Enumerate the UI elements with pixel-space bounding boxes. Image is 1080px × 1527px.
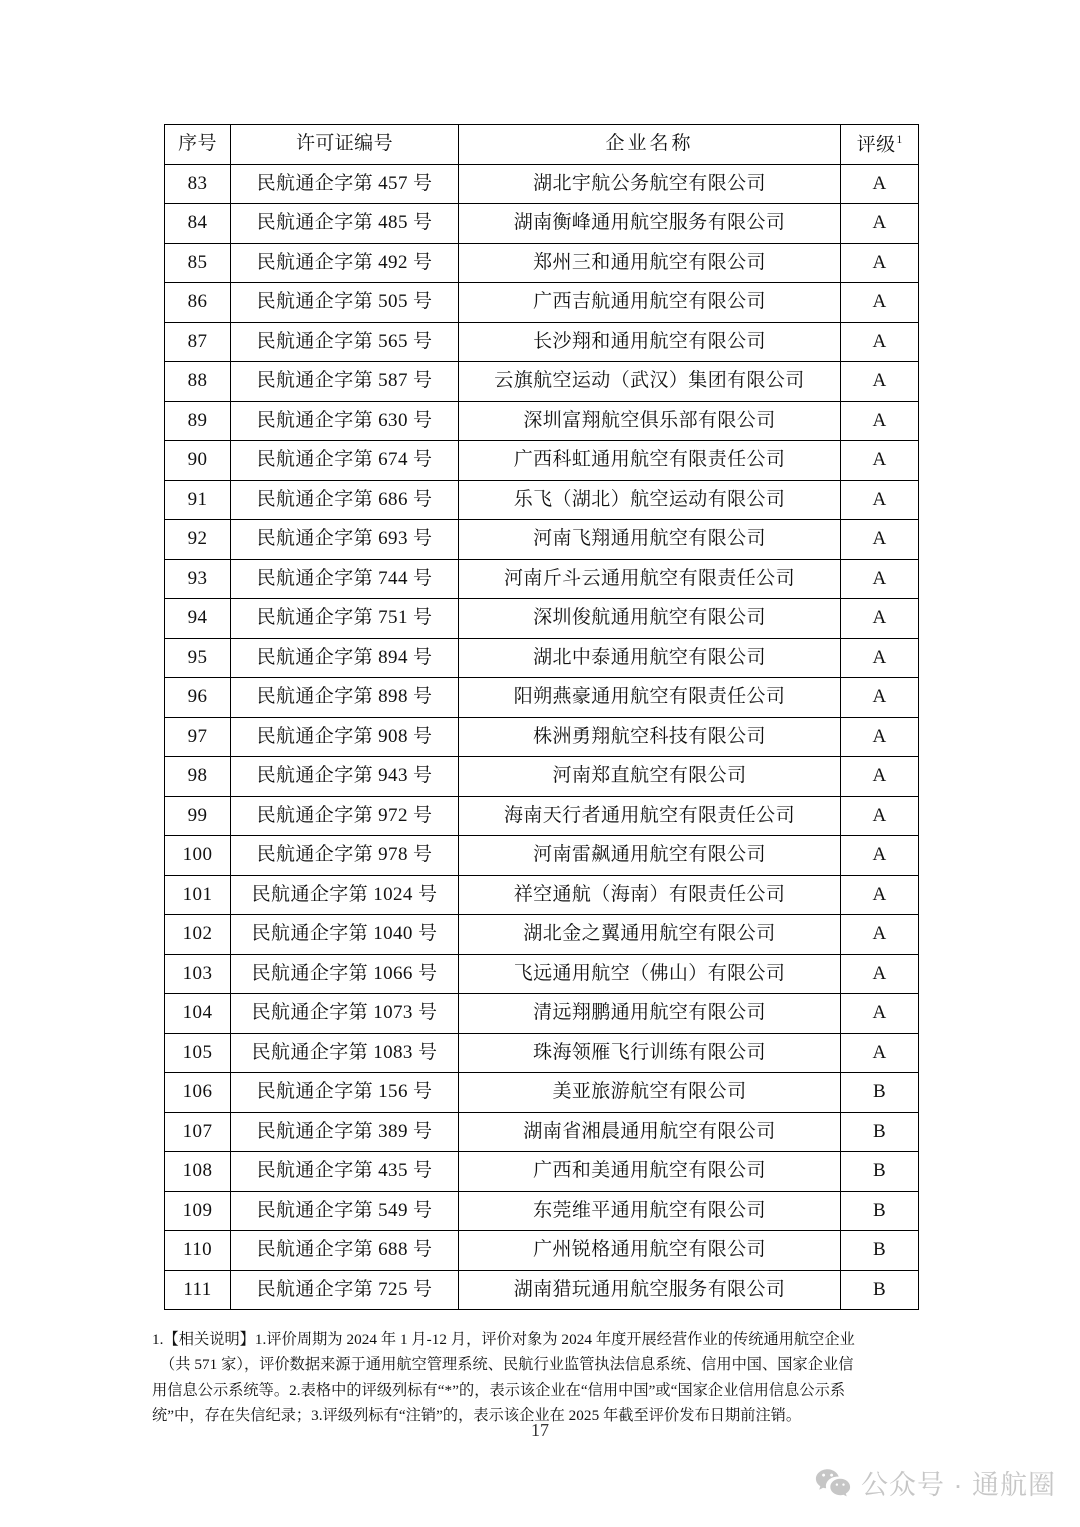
table-row <box>165 164 919 204</box>
table-row <box>165 1270 919 1310</box>
cell-license-number: 民航通企字第 457 号 <box>231 164 459 204</box>
cell-grade: A <box>841 480 919 520</box>
wechat-watermark <box>815 1468 1056 1503</box>
table-body <box>165 164 919 1310</box>
cell-company-name: 东莞维平通用航空有限公司 <box>459 1191 841 1231</box>
cell-grade: A <box>841 757 919 797</box>
cell-grade: A <box>841 1033 919 1073</box>
cell-company-name: 海南天行者通用航空有限责任公司 <box>459 796 841 836</box>
cell-license-number: 民航通企字第 751 号 <box>231 599 459 639</box>
cell-index: 103 <box>165 954 231 994</box>
table-row <box>165 717 919 757</box>
cell-grade: A <box>841 283 919 323</box>
cell-grade: A <box>841 875 919 915</box>
cell-company-name: 飞远通用航空（佛山）有限公司 <box>459 954 841 994</box>
column-header-index: 序号 <box>165 125 231 165</box>
cell-index: 87 <box>165 322 231 362</box>
cell-license-number: 民航通企字第 688 号 <box>231 1231 459 1271</box>
table-row <box>165 322 919 362</box>
cell-company-name: 阳朔燕豪通用航空有限责任公司 <box>459 678 841 718</box>
cell-grade: A <box>841 954 919 994</box>
cell-license-number: 民航通企字第 587 号 <box>231 362 459 402</box>
wechat-icon <box>815 1468 851 1503</box>
cell-company-name: 湖南省湘晨通用航空有限公司 <box>459 1112 841 1152</box>
cell-grade: A <box>841 678 919 718</box>
cell-company-name: 河南郑直航空有限公司 <box>459 757 841 797</box>
footnote-line-3: 用信息公示系统等。2.表格中的评级列标有“*”的，表示该企业在“信用中国”或“国家企业信用信息公示系 <box>152 1381 846 1399</box>
table-row <box>165 441 919 481</box>
cell-grade: B <box>841 1270 919 1310</box>
cell-company-name: 广西和美通用航空有限公司 <box>459 1152 841 1192</box>
table-row <box>165 915 919 955</box>
cell-company-name: 河南斤斗云通用航空有限责任公司 <box>459 559 841 599</box>
table-row <box>165 1073 919 1113</box>
table-row <box>165 954 919 994</box>
cell-grade: A <box>841 717 919 757</box>
cell-license-number: 民航通企字第 565 号 <box>231 322 459 362</box>
table-row <box>165 362 919 402</box>
column-header-license: 许可证编号 <box>231 125 459 165</box>
cell-license-number: 民航通企字第 485 号 <box>231 204 459 244</box>
cell-license-number: 民航通企字第 978 号 <box>231 836 459 876</box>
cell-index: 94 <box>165 599 231 639</box>
cell-grade: A <box>841 322 919 362</box>
table-row <box>165 678 919 718</box>
cell-license-number: 民航通企字第 549 号 <box>231 1191 459 1231</box>
table-row <box>165 480 919 520</box>
table-row <box>165 1033 919 1073</box>
cell-company-name: 河南飞翔通用航空有限公司 <box>459 520 841 560</box>
column-header-company: 企业名称 <box>459 125 841 165</box>
column-header-grade <box>841 125 919 165</box>
cell-grade: A <box>841 915 919 955</box>
cell-license-number: 民航通企字第 435 号 <box>231 1152 459 1192</box>
cell-grade: A <box>841 441 919 481</box>
cell-grade: A <box>841 362 919 402</box>
cell-company-name: 株洲勇翔航空科技有限公司 <box>459 717 841 757</box>
cell-index: 84 <box>165 204 231 244</box>
cell-index: 100 <box>165 836 231 876</box>
cell-license-number: 民航通企字第 630 号 <box>231 401 459 441</box>
cell-index: 106 <box>165 1073 231 1113</box>
cell-license-number: 民航通企字第 389 号 <box>231 1112 459 1152</box>
cell-license-number: 民航通企字第 972 号 <box>231 796 459 836</box>
table-row <box>165 836 919 876</box>
cell-index: 102 <box>165 915 231 955</box>
cell-company-name: 湖北宇航公务航空有限公司 <box>459 164 841 204</box>
footnote-line-1: 1.【相关说明】1.评价周期为 2024 年 1 月-12 月，评价对象为 2024 年度开展经营作业的传统通用航空企业 <box>152 1331 855 1348</box>
cell-index: 104 <box>165 994 231 1034</box>
table-row <box>165 204 919 244</box>
cell-license-number: 民航通企字第 1024 号 <box>231 875 459 915</box>
cell-license-number: 民航通企字第 686 号 <box>231 480 459 520</box>
cell-company-name: 祥空通航（海南）有限责任公司 <box>459 875 841 915</box>
cell-company-name: 河南雷飙通用航空有限公司 <box>459 836 841 876</box>
cell-license-number: 民航通企字第 1073 号 <box>231 994 459 1034</box>
cell-index: 90 <box>165 441 231 481</box>
cell-index: 93 <box>165 559 231 599</box>
cell-company-name: 湖北金之翼通用航空有限公司 <box>459 915 841 955</box>
cell-index: 99 <box>165 796 231 836</box>
table-row <box>165 1191 919 1231</box>
cell-index: 108 <box>165 1152 231 1192</box>
cell-grade: A <box>841 599 919 639</box>
cell-company-name: 湖南猎玩通用航空服务有限公司 <box>459 1270 841 1310</box>
table-row <box>165 1112 919 1152</box>
cell-index: 101 <box>165 875 231 915</box>
cell-index: 96 <box>165 678 231 718</box>
cell-company-name: 美亚旅游航空有限公司 <box>459 1073 841 1113</box>
cell-grade: A <box>841 559 919 599</box>
table-row <box>165 1152 919 1192</box>
cell-license-number: 民航通企字第 894 号 <box>231 638 459 678</box>
cell-license-number: 民航通企字第 1083 号 <box>231 1033 459 1073</box>
table-row <box>165 283 919 323</box>
cell-index: 85 <box>165 243 231 283</box>
cell-grade: B <box>841 1073 919 1113</box>
cell-license-number: 民航通企字第 505 号 <box>231 283 459 323</box>
cell-index: 86 <box>165 283 231 323</box>
cell-index: 105 <box>165 1033 231 1073</box>
cell-license-number: 民航通企字第 725 号 <box>231 1270 459 1310</box>
cell-index: 97 <box>165 717 231 757</box>
cell-company-name: 广西吉航通用航空有限公司 <box>459 283 841 323</box>
cell-grade: A <box>841 243 919 283</box>
cell-company-name: 长沙翔和通用航空有限公司 <box>459 322 841 362</box>
cell-company-name: 湖南衡峰通用航空服务有限公司 <box>459 204 841 244</box>
table-row <box>165 757 919 797</box>
cell-grade: A <box>841 994 919 1034</box>
column-header-grade-label: 评级 <box>856 133 896 155</box>
cell-license-number: 民航通企字第 674 号 <box>231 441 459 481</box>
cell-index: 83 <box>165 164 231 204</box>
footnote-line-4: 统”中，存在失信纪录；3.评级列标有“注销”的，表示该企业在 2025 年截至评价发布日期前注销。 <box>152 1406 802 1424</box>
table-header-row <box>165 125 919 165</box>
cell-grade: A <box>841 796 919 836</box>
cell-grade: A <box>841 164 919 204</box>
cell-license-number: 民航通企字第 744 号 <box>231 559 459 599</box>
cell-company-name: 郑州三和通用航空有限公司 <box>459 243 841 283</box>
table-header <box>165 125 919 165</box>
cell-index: 91 <box>165 480 231 520</box>
table-row <box>165 401 919 441</box>
table-row <box>165 243 919 283</box>
cell-company-name: 深圳俊航通用航空有限公司 <box>459 599 841 639</box>
cell-license-number: 民航通企字第 156 号 <box>231 1073 459 1113</box>
cell-index: 107 <box>165 1112 231 1152</box>
cell-index: 88 <box>165 362 231 402</box>
cell-company-name: 广州锐格通用航空有限公司 <box>459 1231 841 1271</box>
cell-license-number: 民航通企字第 693 号 <box>231 520 459 560</box>
cell-index: 111 <box>165 1270 231 1310</box>
cell-license-number: 民航通企字第 898 号 <box>231 678 459 718</box>
page-number: 17 <box>531 1420 549 1440</box>
cell-grade: B <box>841 1231 919 1271</box>
cell-grade: B <box>841 1152 919 1192</box>
cell-license-number: 民航通企字第 908 号 <box>231 717 459 757</box>
cell-index: 109 <box>165 1191 231 1231</box>
cell-company-name: 乐飞（湖北）航空运动有限公司 <box>459 480 841 520</box>
cell-index: 92 <box>165 520 231 560</box>
cell-grade: B <box>841 1191 919 1231</box>
cell-grade: B <box>841 1112 919 1152</box>
licensed-companies-table <box>164 124 919 1310</box>
cell-grade: A <box>841 520 919 560</box>
cell-company-name: 云旗航空运动（武汉）集团有限公司 <box>459 362 841 402</box>
cell-license-number: 民航通企字第 1040 号 <box>231 915 459 955</box>
table-row <box>165 875 919 915</box>
cell-grade: A <box>841 204 919 244</box>
cell-index: 95 <box>165 638 231 678</box>
cell-company-name: 珠海领雁飞行训练有限公司 <box>459 1033 841 1073</box>
cell-company-name: 广西科虹通用航空有限责任公司 <box>459 441 841 481</box>
footnote-block <box>152 1327 942 1428</box>
cell-company-name: 清远翔鹏通用航空有限公司 <box>459 994 841 1034</box>
table-row <box>165 520 919 560</box>
table-row <box>165 1231 919 1271</box>
cell-grade: A <box>841 836 919 876</box>
cell-grade: A <box>841 401 919 441</box>
cell-license-number: 民航通企字第 492 号 <box>231 243 459 283</box>
cell-index: 110 <box>165 1231 231 1271</box>
cell-license-number: 民航通企字第 943 号 <box>231 757 459 797</box>
cell-license-number: 民航通企字第 1066 号 <box>231 954 459 994</box>
cell-grade: A <box>841 638 919 678</box>
table-row <box>165 638 919 678</box>
table-row <box>165 559 919 599</box>
cell-company-name: 湖北中泰通用航空有限公司 <box>459 638 841 678</box>
table-row <box>165 796 919 836</box>
footnote-line-2: （共 571 家），评价数据来源于通用航空管理系统、民航行业监管执法信息系统、信用中国、国家企业信 <box>160 1356 854 1374</box>
table-row <box>165 599 919 639</box>
cell-index: 98 <box>165 757 231 797</box>
cell-company-name: 深圳富翔航空俱乐部有限公司 <box>459 401 841 441</box>
cell-index: 89 <box>165 401 231 441</box>
watermark-text: 公众号 · 通航圈 <box>861 1470 1056 1500</box>
footnote-marker: 1 <box>896 133 903 146</box>
licensed-companies-table-container <box>164 124 918 1310</box>
table-row <box>165 994 919 1034</box>
